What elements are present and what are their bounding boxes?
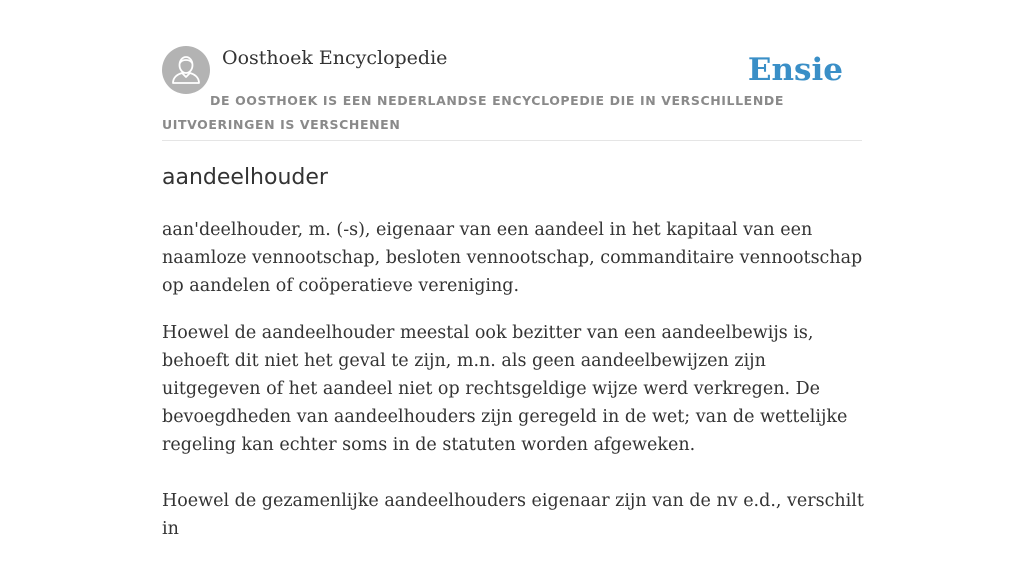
source-tagline: DE OOSTHOEK IS EEN NEDERLANDSE ENCYCLOPEDIE DIE IN VERSCHILLENDE UITVOERINGEN IS VERSCHENEN — [162, 93, 784, 132]
article-body — [162, 216, 867, 562]
article-paragraph-ownership: Hoewel de gezamenlijke aandeelhouders eigenaar zijn van de nv e.d., verschilt in — [162, 491, 864, 539]
article-paragraph-definition: aan'deelhouder, m. (-s), eigenaar van een aandeel in het kapitaal van een naamloze vennootschap, besloten vennootschap, commanditaire vennootschap op aandelen of coöperatieve vereniging. — [162, 220, 863, 296]
article-title: aandeelhouder — [162, 165, 328, 190]
ensie-logo[interactable]: Ensie — [747, 52, 843, 88]
article-paragraph-details: Hoewel de aandeelhouder meestal ook bezitter van een aandeelbewijs is, behoeft dit niet het geval te zijn, m.n. als geen aandeelbewijzen zijn uitgegeven of het aandeel niet op rechtsgeldige wijze werd verkregen. De bevoegdheden van aandeelhouders zijn geregeld in de wet; van de wettelijke regeling kan echter soms in de statuten worden afgeweken. — [162, 323, 848, 455]
source-header — [162, 46, 862, 141]
user-silhouette-icon[interactable] — [162, 46, 210, 94]
source-name-link[interactable]: Oosthoek Encyclopedie — [222, 47, 448, 69]
